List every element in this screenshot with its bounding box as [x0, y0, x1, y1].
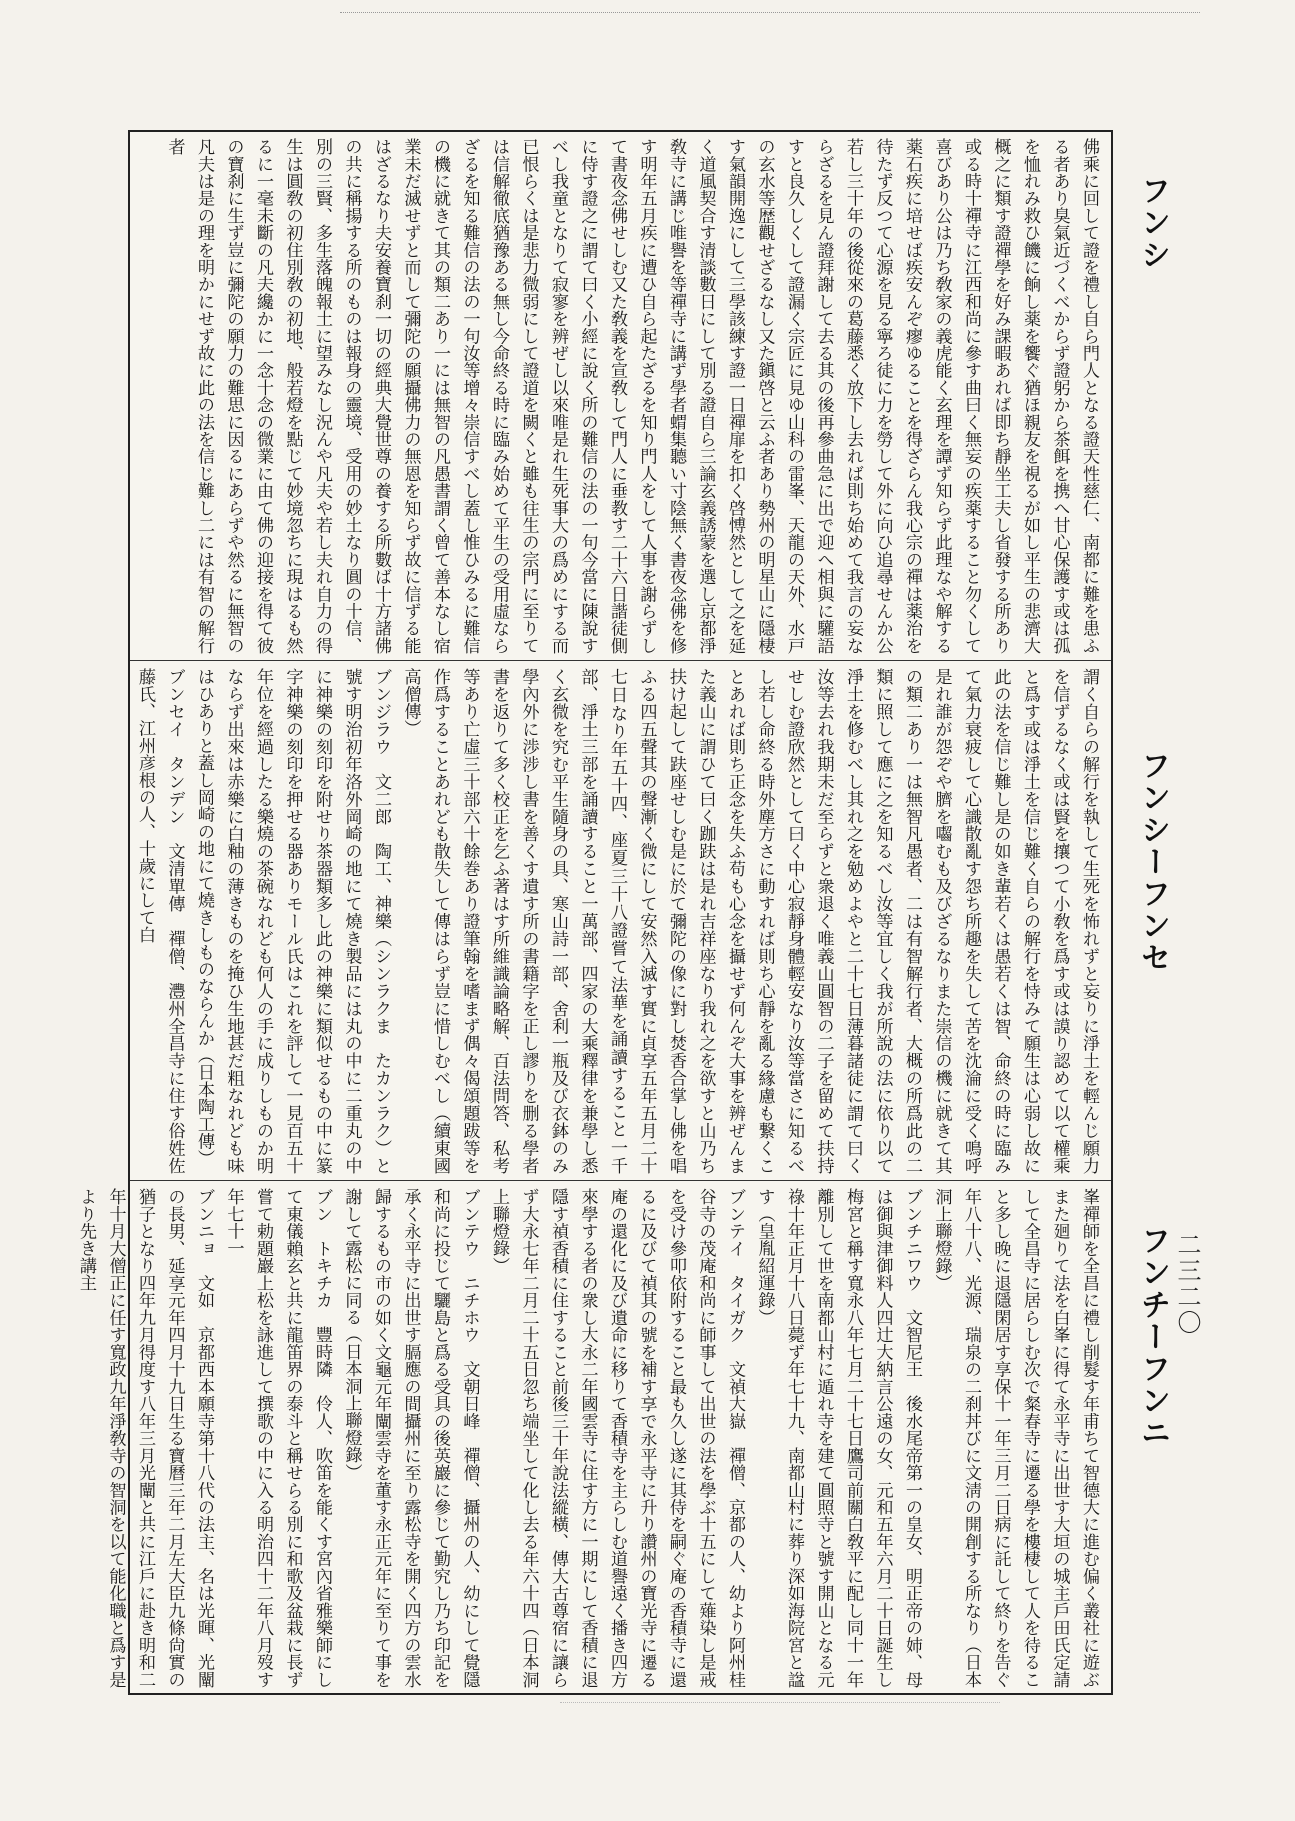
top-edge-rule: [340, 12, 1200, 13]
running-header-top: フンシ: [1135, 175, 1170, 271]
section-bottom: [76, 1188, 1103, 1688]
section-bottom-text: 峯禪師を全昌に禮し削髮す年甫ちて智德大に進む偏く叢社に遊ぶまた廻りて法を白峯に得て永平寺に出世す大垣の城主戶田氏定請して全昌寺に居らしむ次で粲春寺に遷る學を樓棲して人を待ること多し晚に退隱閑居す享保十一年三月二日病に託して終りを告ぐ年八十八、光源、瑞泉の二刹丼びに文淸の開創する所なり（日本洞上聯燈錄） ブンチニワウ 文智尼王 後水尾帝第一の皇女、明正帝の姉、母は御與津御料人四辻大納言公遠の女、元和五年六月二十日誕生し梅宮と稱す寬永八年七月二十七日鷹司前關白敎平に配し同十一年離別して世を南都山村に遁れ寺を建て圓照寺と號す開山となる元祿十年正月十八日薨ず年七十九、南都山村に葬り深如海院宮と諡す（皇胤紹運錄） ブンテイ タイガク 文禎大嶽 禪僧、京都の人、幼より阿州桂谷寺の茂庵和尚に師事して出世の法を學ぶ十五にして薙染し是戒を受け參叩依附すること最も久し遂に其侍を嗣ぐ庵の香積寺に還るに及びて禎其の號を補す享で永平寺に升り讚州の寶光寺に遷る庵の還化に及び遺命に移りて香積寺を主らしむ道譽遠く播き四方來學する者の衆し大永二年國雲寺に住す方に一期にして香積に退隱す禎香積に住すること前後三十年說法縱橫、傳大古尊宿に讓らず大永七年二月二十五日忽ち端坐して化し去る年六十四（日本洞上聯燈錄） ブンテウ ニチホウ 文朝日峰 禪僧、攝州の人、幼にして覺隱和尚に投じて驪島と爲る受具の後英巖に參じて勤究し乃ち印記を承く永平寺に出世す膈應の間攝州に至り露松寺を開く四方の雲水歸するもの市の如く文龜元年闡雲寺を董す永正元年に至りて事を謝して露松に同る（日本洞上聯燈錄） ブン トキチカ 豐時隣 伶人、吹笛を能くす宮內省雅樂師にして東儀賴玄と共に龍笛界の泰斗と稱せらる別に和歌及盆栽に長ず嘗て勅題巖上松を詠進して撰歌の中に入る明治四十二年八月歿す年七十一 ブンニョ 文如 京都西本願寺第十八代の法主、名は光暉、光闡の長男、延享元年四月十九日生る寶曆三年二月左大臣九條尙實の猶子となり四年九月得度す八年三月光闡と共に江戶に赴き明和二年十月大僧正に任す寬政九年淨敎寺の智洞を以て能化職と爲す是より先き講主: [76, 1188, 1099, 1688]
text-frame: [76, 130, 1113, 1695]
section-top-text: 佛乘に回して證を禮し自ら門人となる證天性慈仁、南都に難を患ふる者あり臭氣近づくべからず證躬から茶餌を携へ甘心保護す或は孤を恤れみ救ひ饑に餉し薬を饗ぐ猶ほ親友を視るが如し平生の悲濟大概之に類す證禪學を好み課暇あれば即ち靜坐工夫し省發する所あり或る時十禪寺に江西和尚に參す曲曰く無妄の疾薬すること勿くして喜びあり公は乃ち敎家の義虎能く玄理を譚ず知らず此理なや解する薬石疾に培せば疾安んぞ瘳ゆることを得ざらん我心宗の禪は薬治を待たず反つて心源を見る寧ろ徒に力を勞して外に向ひ追尋せんか公若し三十年の後從來の葛藤悉く放下し去れば則ち始めて我言の妄ならざるを見ん證拜謝して去る其の後再參曲急に出で迎へ相與に驩語すと良久しくして證漏く宗匠に見ゆ山科の雷峯、天龍の天外、水戸の玄水等歴觀せざるなし又た鎭啓と云ふ者あり勢州の明星山に隱棲す氣韻開逸にして三學該練す證一日禪扉を扣く啓愽然として之を延く道風契合す清談數日にして別る證自ら三論玄義誘蒙を選し京都淨敎寺に講じ唯譽を等禪寺に講ず學者蝟集聽い寸陰無く書夜念佛を修す明年五月疾に遭ひ自ら起たざるを知り門人をして人事を謝らずして書夜念佛せしむ又た敎義を宣敎して門人に垂教す二十六日諧徒側に侍す證之に謂て曰く小經に說く所の難信の法の一句今當に陳說すべし我童となりて寂寥を辨ぜし以來唯是れ生死事大の爲めにする而已恨らくは是悲力微弱にして證道を闕くと雖も往生の宗門に至りては信解徹底猶豫ある無し今命終る時に臨み始めて平生の受用虛ならざるを知る難信の法の一句汝等增々崇信すべし蓋し惟ひみるに難信の機に就きて其の類二あり一には無智の凡愚書謂く曾て善本なし宿業未だ滅せずと而して彌陀の願攝佛力の無恩を知らず故に信ずる能はざるなり夫安養寶刹一切の經典大覺世尊の養する所數ば十方諸佛の共に稱揚する所のものは報身の靈境、受用の妙土なり圓の十信、別の三賢、多生落魄報土に望みなし況んや凡夫や若し夫れ自力の得生は圓敎の初住別敎の初地、般若燈を點じて妙境忽ちに現はるも然るに一毫未斷の凡夫纔かに一念十念の微業に由て佛の迎接を得て彼の寶刹に生ず豈に彌陀の願力の難思に因るにあらずや然るに無智の凡夫は是の理を明かにせず故に此の法を信じ難し二には有智の解行者: [164, 138, 1099, 654]
section-middle: [135, 668, 1103, 1174]
section-divider-2: [130, 1180, 1111, 1181]
bottom-edge-rule: [560, 1702, 1000, 1703]
running-header-bottom: フンチーフンニ: [1135, 1225, 1170, 1449]
section-top: [138, 138, 1103, 654]
section-divider-1: [130, 660, 1111, 661]
page-number: 二三二〇: [1173, 1232, 1201, 1336]
section-middle-text: 謂く自らの解行を執して生死を怖れずと妄りに淨土を輕んじ願力を信ずるなく或は賢を攘つて小敎を爲す或は謨り認めて以て權乘と爲す或は淨土を信じ難く自らの解行を恃みて願生は心弱し故に此の法を信じ難し是の如き輩若くは愚若くは智、命終の時に臨みて氣力衰疲して心識散亂す怨ち所趣を失して苦を沈淪に受く鳴呼是れ誰が怨ぞや臍を囓むも及びざるなりまた崇信の機に就きて其の類二あり一は無智凡愚者、二は有智解行者、大概の所爲此の二類に照して應に之を知るべし汝等宜しく我が所說の法に依り以て淨土を修むべし其れ之を勉めよやと二十七日薄暮諸徒に謂て曰く汝等去れ我期未だ至らずと衆退く唯義山圓智の二子を留めて扶持せしむ證欣然として曰く中心寂靜身體輕安なり汝等當さに知るべし若し命終る時外塵方さに動すれば則ち心靜を亂る緣慮も繋くことあれば則ち正念を失ふ苟も心念を攝せず何んぞ大事を辨ぜんまた義山に謂ひて曰く跏趺は是れ吉祥座なり我れ之を欲すと山乃ち扶け起して趺座せしむ是に於て彌陀の像に對し焚香合掌し佛を唱ふる四五聲其の聲漸く微にして安然入滅す實に貞享五年五月二十七日なり年五十四、座夏三十八證嘗て法華を誦讀すること一千部、淨土三部を誦讀すること一萬部、四家の大乘釋律を兼學し悉く玄微を究む平生隨身の具、寒山詩一部、舍利一瓶及び衣鉢のみ學內外に渉涉し書を善くす遺す所の書籍字を正し謬りを删る學者書を返りて多く校正を乞ふ著はす所維識論略解、百法問答、私考等あり亡虛三十部六十餘巻あり證筆翰を嗜まず偶々偈頌題跋等を作爲することあれども散失して傳はらず豈に惜しむべし（續東國高僧傳） ブンジラウ 文二郎 陶工、神樂（シンラクま たカンラク）と號す明治初年洛外岡崎の地にて燒き製品には丸の中に二重丸の中に神樂の刻印を附せり茶器類多し此の神樂に類似せるもの中に篆字神樂の刻印を押せる器ありモール氏はこれを評して一見百五十年位を經過したる樂燒の茶碗なれども何人の手に成りしものか明ならず出來は赤樂に白釉の薄きものを掩ひ生地甚だ粗なれども味はひありと蓋し岡崎の地にて燒きしものならんか（日本陶工傳） ブンセイ タンデン 文清單傳 禪僧、灃州全昌寺に住す俗姓佐藤氏、江州彦根の人、十歲にして白: [135, 668, 1099, 1174]
running-header-middle: フンシーフンセ: [1135, 750, 1170, 974]
